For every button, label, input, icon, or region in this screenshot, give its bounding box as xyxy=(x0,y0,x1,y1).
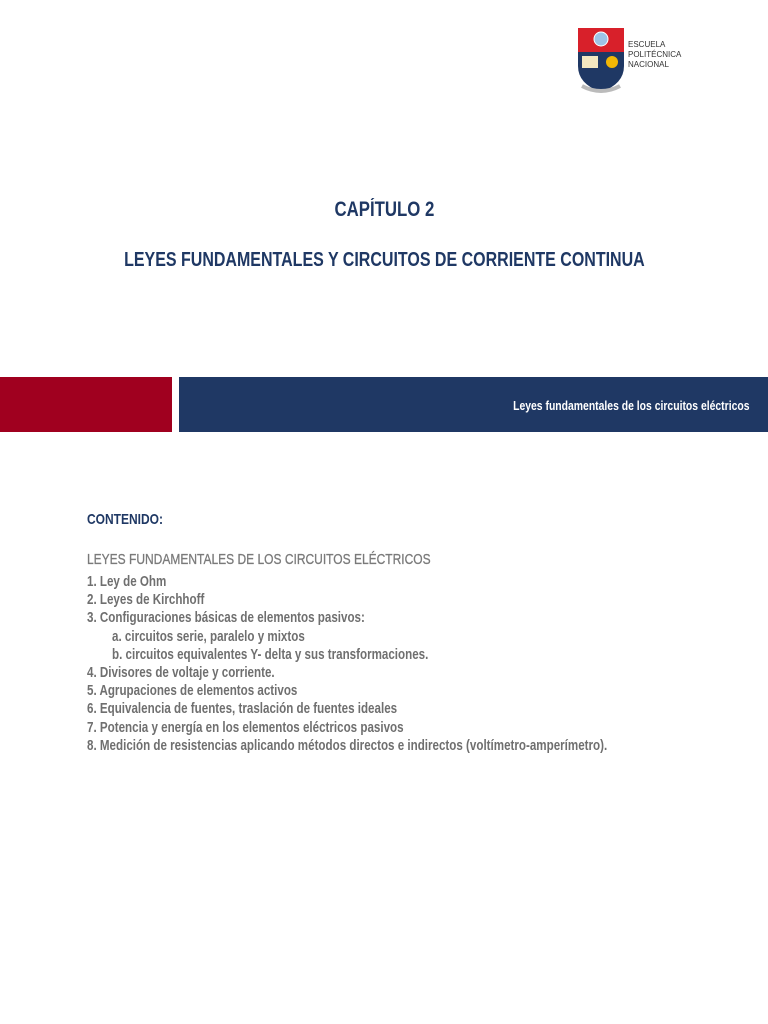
list-subitem xyxy=(87,646,737,664)
list-item xyxy=(87,591,737,609)
banner-navy-block xyxy=(179,377,768,432)
list-item xyxy=(87,700,737,718)
banner-text-label: Leyes fundamentales de los circuitos eléctricos xyxy=(513,398,750,413)
chapter-subtitle xyxy=(0,249,768,272)
list-item-text: 4. Divisores de voltaje y corriente. xyxy=(87,664,275,681)
list-item xyxy=(87,573,737,591)
list-item-text: a. circuitos serie, paralelo y mixtos xyxy=(112,628,305,645)
list-item xyxy=(87,664,737,682)
section-heading-text: LEYES FUNDAMENTALES DE LOS CIRCUITOS ELÉCTRICOS xyxy=(87,551,431,568)
section-heading xyxy=(87,551,517,568)
logo-line: ESCUELA xyxy=(628,40,666,49)
content-heading xyxy=(87,511,182,528)
list-item-text: 8. Medición de resistencias aplicando métodos directos e indirectos (voltímetro-amperímetro). xyxy=(87,737,608,754)
list-item-text: b. circuitos equivalentes Y- delta y sus transformaciones. xyxy=(112,646,429,663)
institution-logo xyxy=(574,26,686,96)
list-item-text: 7. Potencia y energía en los elementos eléctricos pasivos xyxy=(87,719,404,736)
logo-line: POLITÉCNICA xyxy=(628,50,682,59)
list-item xyxy=(87,682,737,700)
list-item-text: 5. Agrupaciones de elementos activos xyxy=(87,683,298,700)
list-item xyxy=(87,719,737,737)
list-item-text: 2. Leyes de Kirchhoff xyxy=(87,592,205,609)
chapter-subtitle-text: LEYES FUNDAMENTALES Y CIRCUITOS DE CORRIENTE CONTINUA xyxy=(123,249,645,271)
shield-emblem-icon xyxy=(574,26,628,96)
content-heading-text: CONTENIDO: xyxy=(87,511,163,528)
content-list xyxy=(87,573,737,755)
list-item-text: 3. Configuraciones básicas de elementos pasivos: xyxy=(87,610,365,627)
chapter-title-text: CAPÍTULO 2 xyxy=(334,198,434,221)
list-item xyxy=(87,737,737,755)
logo-line: NACIONAL xyxy=(628,60,669,69)
chapter-title xyxy=(0,198,768,222)
list-item-text: 1. Ley de Ohm xyxy=(87,574,167,590)
list-item-text: 6. Equivalencia de fuentes, traslación de fuentes ideales xyxy=(87,701,398,718)
list-subitem xyxy=(87,628,737,646)
banner-red-block xyxy=(0,377,172,432)
list-item xyxy=(87,609,737,627)
logo-text xyxy=(628,40,681,70)
banner-text xyxy=(454,398,750,413)
